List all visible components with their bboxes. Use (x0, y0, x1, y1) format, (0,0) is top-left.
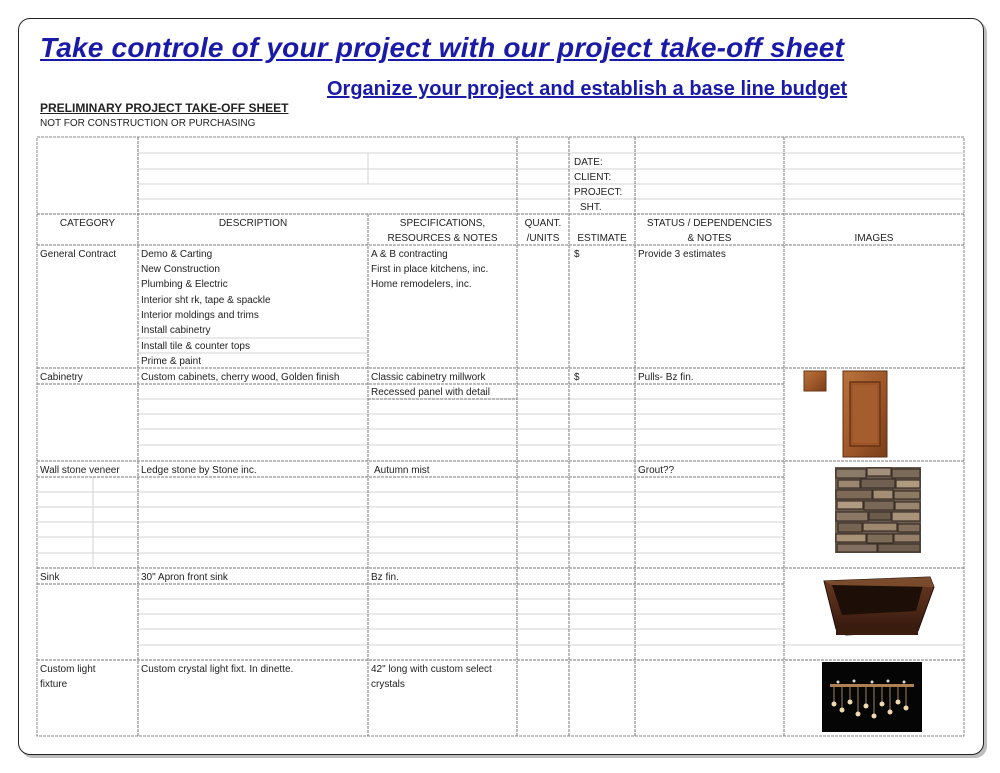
page-subtitle: Organize your project and establish a base line budget (327, 78, 848, 100)
row-category: Cabinetry (40, 372, 83, 383)
row-description-line: Interior moldings and trims (141, 310, 259, 321)
header-description: DESCRIPTION (218, 218, 288, 229)
stone-veneer-image (835, 467, 921, 553)
row-description-line: 30" Apron front sink (141, 572, 228, 583)
row-description-line: Custom cabinets, cherry wood, Golden finish (141, 372, 340, 383)
crystal-light-image (822, 662, 922, 732)
row-description-line: Install cabinetry (141, 325, 211, 336)
row-category: Wall stone veneer (40, 465, 120, 476)
row-description-line: Interior sht rk, tape & spackle (141, 295, 271, 306)
header-quant-line1: QUANT. (524, 218, 562, 229)
header-category: CATEGORY (59, 218, 116, 229)
sheet-title: PRELIMINARY PROJECT TAKE-OFF SHEET (40, 101, 289, 115)
sheet-number-label: SHT. (580, 202, 602, 213)
row-spec-line: First in place kitchens, inc. (371, 264, 489, 275)
header-specs-line1: SPECIFICATIONS, (399, 218, 486, 229)
row-category-line: Custom light (40, 664, 96, 675)
row-status: Grout?? (638, 465, 675, 476)
row-description-line: Demo & Carting (141, 249, 213, 260)
row-spec-line: A & B contracting (371, 249, 448, 260)
header-specs-line2: RESOURCES & NOTES (387, 233, 498, 244)
row-description-line: New Construction (141, 264, 220, 275)
row-spec-line: Recessed panel with detail (371, 387, 490, 398)
date-label: DATE: (574, 157, 603, 168)
header-images: IMAGES (854, 233, 894, 244)
row-category-line: fixture (40, 679, 68, 690)
sheet-note: NOT FOR CONSTRUCTION OR PURCHASING (40, 118, 256, 129)
header-estimate: ESTIMATE (577, 233, 627, 244)
row-spec-line: Autumn mist (374, 465, 430, 476)
row-estimate: $ (574, 249, 580, 260)
row-spec-line: Bz fin. (371, 572, 399, 583)
header-quant-line2: /UNITS (526, 233, 560, 244)
row-description-line: Custom crystal light fixt. In dinette. (141, 664, 294, 675)
row-status: Pulls- Bz fin. (638, 372, 694, 383)
row-spec-line: crystals (371, 679, 405, 690)
cabinet-door-image (803, 370, 893, 458)
row-spec-line: Home remodelers, inc. (371, 279, 472, 290)
row-estimate: $ (574, 372, 580, 383)
row-description-line: Plumbing & Electric (141, 279, 228, 290)
row-category: General Contract (40, 249, 117, 260)
row-spec-line: 42" long with custom select (371, 664, 492, 675)
client-label: CLIENT: (574, 172, 612, 183)
project-label: PROJECT: (574, 187, 623, 198)
copper-sink-image (818, 573, 936, 639)
row-spec-line: Classic cabinetry millwork (371, 372, 486, 383)
page-title: Take controle of your project with our project take-off sheet (40, 32, 845, 63)
header-status-line1: STATUS / DEPENDENCIES (646, 218, 773, 229)
row-description-line: Install tile & counter tops (141, 341, 250, 352)
row-category: Sink (40, 572, 60, 583)
row-description-line: Prime & paint (141, 356, 202, 367)
row-status: Provide 3 estimates (638, 249, 726, 260)
row-description-line: Ledge stone by Stone inc. (141, 465, 257, 476)
header-status-line2: & NOTES (687, 233, 732, 244)
